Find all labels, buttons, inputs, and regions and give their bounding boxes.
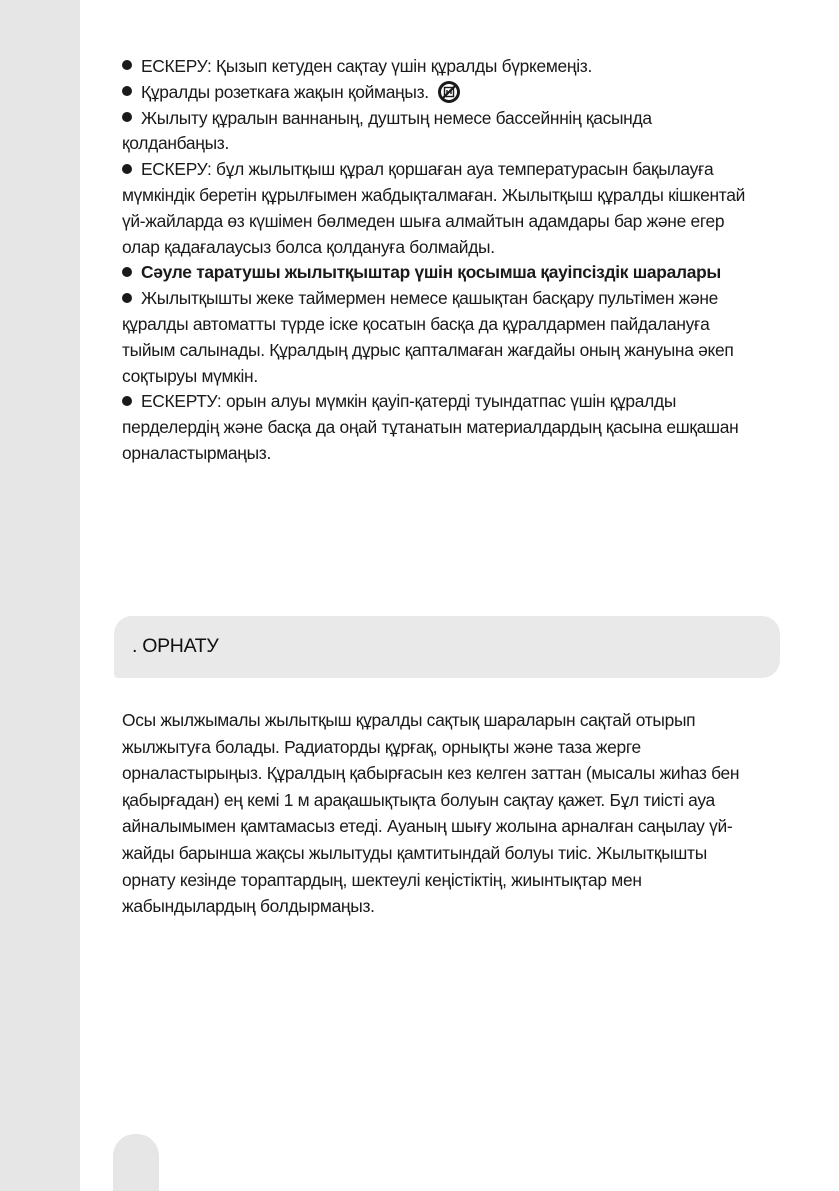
warning-text: ЕСКЕРУ: бұл жылытқыш құрал қоршаған ауа температурасын бақылауға мүмкіндік беретін құрылғымен жабдықталмаған. Жылытқыш құралды кішкентай үй-жайларда өз күшімен бөлмеден шыға алмайтын адамдары бар және егер олар қадағалаусыз болса қолдануға болмайды. (122, 159, 746, 257)
warning-text: ЕСКЕРУ: Қызып кетуден сақтау үшін құралды бүркемеңіз. (141, 56, 592, 76)
installation-paragraph: Осы жылжымалы жылытқыш құралды сақтық шараларын сақтай отырып жылжытуға болады. Радиаторды құрғақ, орнықты және таза жерге орналастырыңыз. Құралдың қабырғасын кез келген заттан (мысалы жиһаз бен қабырғадан) ең кемі 1 м арақашықтықта болуын сақтау қажет. Бұл тиісті ауа айналымымен қамтамасыз етеді. Ауаның шығу жолына арналған саңылау үй-жайды барынша жақсы жылытуды қамтитындай болуы тиіс. Жылытқышты орнату кезінде тораптардың, шектеулі кеңістіктің, жиынтықтар мен жабындылардың болдырмаңыз. (122, 710, 740, 917)
warning-item (122, 106, 762, 158)
warning-subheading (122, 260, 762, 286)
page-number-tab (113, 1134, 159, 1191)
warning-item (122, 80, 762, 106)
chapter-tab (0, 0, 70, 535)
warning-item (122, 54, 762, 80)
warning-item (122, 157, 762, 260)
warning-text: Жылытқышты жеке таймермен немесе қашықтан басқару пультімен және құралды автоматты түрде іске қосатын басқа да құралдармен пайдалануға тыйым салынады. Құралдың дұрыс қапталмаған жағдайы оның жануына әкеп соқтыруы мүмкін. (122, 288, 734, 386)
no-socket-icon (437, 80, 461, 104)
warning-item (122, 286, 762, 389)
warning-text: ЕСКЕРТУ: орын алуы мүмкін қауіп-қатерді туындатпас үшін құралды перделердің және басқа да оңай тұтанатын материалдардың қасына ешқашан орналастырмаңыз. (122, 391, 739, 463)
section-title: . ОРНАТУ (132, 635, 219, 657)
warning-text: Құралды розеткаға жақын қоймаңыз. (141, 81, 429, 102)
warning-item (122, 389, 762, 466)
safety-warnings (122, 54, 762, 467)
warning-subheading-text: Сәуле таратушы жылытқыштар үшін қосымша қауіпсіздік шаралары (141, 262, 721, 283)
section-header (114, 616, 780, 678)
warning-text: Жылыту құралын ваннаның, душтың немесе бассейннің қасында қолданбаңыз. (122, 107, 652, 154)
